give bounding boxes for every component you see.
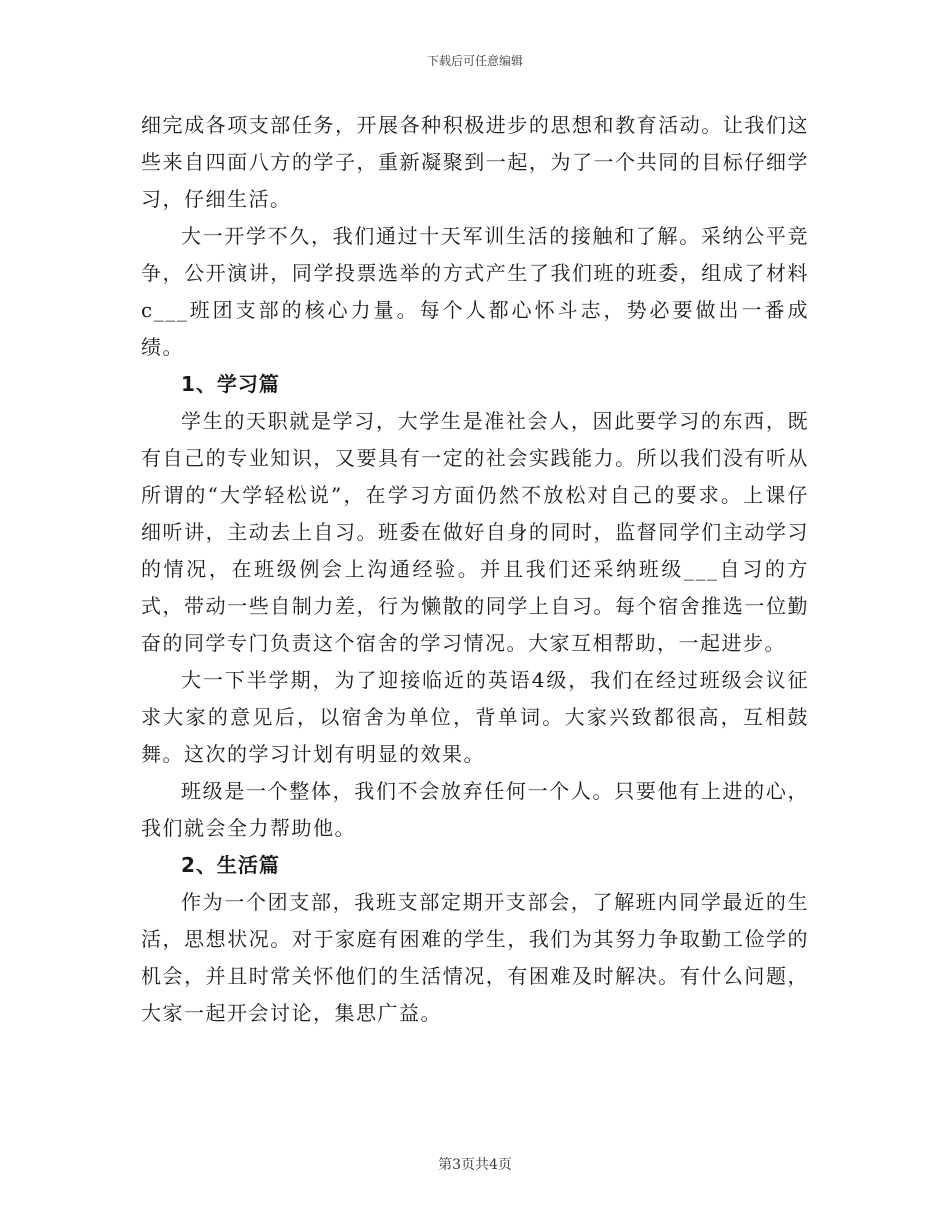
document-body xyxy=(141,107,809,1032)
paragraph-4: 大一下半学期，为了迎接临近的英语4级，我们在经过班级会议征求大家的意见后，以宿舍为单位，背单词。大家兴致都很高，互相鼓舞。这次的学习计划有明显的效果。 xyxy=(141,668,809,766)
paragraph-6: 作为一个团支部，我班支部定期开支部会，了解班内同学最近的生活，思想状况。对于家庭有困难的学生，我们为其努力争取勤工俭学的机会，并且时常关怀他们的生活情况，有困难及时解决。有什么问题，大家一起开会讨论，集思广益。 xyxy=(141,890,809,1025)
paragraph-3: 学生的天职就是学习，大学生是准社会人，因此要学习的东西，既有自己的专业知识，又要具有一定的社会实践能力。所以我们没有听从所谓的“大学轻松说”，在学习方面仍然不放松对自己的要求。上课仔细听讲，主动去上自习。班委在做好自身的同时，监督同学们主动学习的情况，在班级例会上沟通经验。并且我们还采纳班级___自习的方式，带动一些自制力差，行为懒散的同学上自习。每个宿舍推选一位勤奋的同学专门负责这个宿舍的学习情况。大家互相帮助，一起进步。 xyxy=(141,409,809,655)
page-footer: 第3页共4页 xyxy=(438,1157,512,1173)
paragraph-1: 细完成各项支部任务，开展各种积极进步的思想和教育活动。让我们这些来自四面八方的学子，重新凝聚到一起，为了一个共同的目标仔细学习，仔细生活。 xyxy=(141,113,809,211)
page-header: 下载后可任意编辑 xyxy=(426,54,523,68)
paragraph-5: 班级是一个整体，我们不会放弃任何一个人。只要他有上进的心，我们就会全力帮助他。 xyxy=(141,779,809,840)
section-title-life: 2、生活篇 xyxy=(181,853,280,877)
section-title-study: 1、学习篇 xyxy=(181,372,280,396)
paragraph-2: 大一开学不久，我们通过十天军训生活的接触和了解。采纳公平竞争，公开演讲，同学投票选举的方式产生了我们班的班委，组成了材料c___班团支部的核心力量。每个人都心怀斗志，势必要做出一番成绩。 xyxy=(141,224,809,359)
